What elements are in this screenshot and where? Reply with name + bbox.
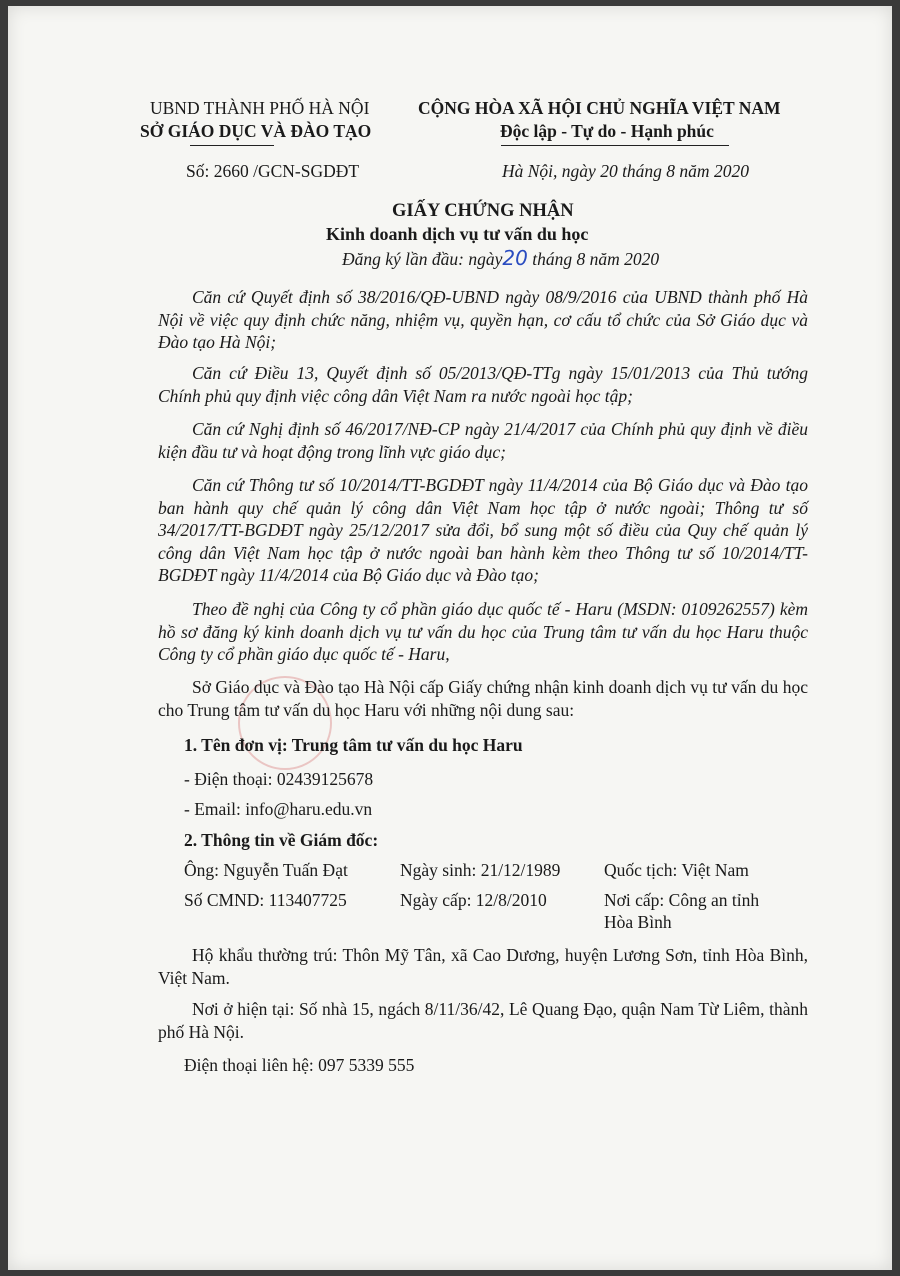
director-name: Ông: Nguyễn Tuấn Đạt: [184, 860, 348, 880]
director-id-issue-date: Ngày cấp: 12/8/2010: [400, 890, 547, 910]
section-1-heading: 1. Tên đơn vị: Trung tâm tư vấn du học Haru: [184, 735, 523, 755]
issuer-department: SỞ GIÁO DỤC VÀ ĐÀO TẠO: [140, 121, 372, 141]
permanent-residence: Hộ khẩu thường trú: Thôn Mỹ Tân, xã Cao Dương, huyện Lương Sơn, tỉnh Hòa Bình, Việt Nam.: [158, 945, 808, 988]
registration-line: [342, 246, 659, 270]
unit-phone: - Điện thoại: 02439125678: [184, 769, 374, 789]
legal-basis-4: Căn cứ Thông tư số 10/2014/TT-BGDĐT ngày 11/4/2014 của Bộ Giáo dục và Đào tạo ban hành quy chế quản lý công dân Việt Nam học tập ở nước ngoài; Thông tư số 34/2017/TT-BGDĐT ngày 25/12/2017 sửa đổi, bổ sung một số điều của Quy chế quản lý công dân Việt Nam học tập ở nước ngoài ban hành kèm theo Thông tư số 10/2014/TT-BGDĐT ngày 11/4/2014 của Bộ Giáo dục và Đào tạo;: [158, 475, 808, 585]
registration-prefix: Đăng ký lần đầu: ngày: [342, 249, 503, 269]
director-id-issue-place-1: Nơi cấp: Công an tỉnh: [604, 890, 760, 910]
certificate-page: [8, 6, 892, 1270]
motto-underline: [501, 145, 729, 146]
legal-basis-2: Căn cứ Điều 13, Quyết định số 05/2013/QĐ-TTg ngày 15/01/2013 của Thủ tướng Chính phủ quy định việc công dân Việt Nam ra nước ngoài học tập;: [158, 363, 808, 406]
current-address: Nơi ở hiện tại: Số nhà 15, ngách 8/11/36/42, Lê Quang Đạo, quận Nam Từ Liêm, thành phố Hà Nội.: [158, 999, 808, 1042]
director-id-issue-place-2: Hòa Bình: [604, 912, 672, 932]
certificate-title: GIẤY CHỨNG NHẬN: [392, 201, 574, 221]
department-underline: [190, 145, 274, 146]
director-id-number: Số CMND: 113407725: [184, 890, 347, 910]
director-nationality: Quốc tịch: Việt Nam: [604, 860, 749, 880]
contact-phone: Điện thoại liên hệ: 097 5339 555: [184, 1055, 415, 1075]
show-through-text: ⠀: [138, 156, 148, 171]
section-2-heading: 2. Thông tin về Giám đốc:: [184, 830, 379, 850]
unit-email: - Email: info@haru.edu.vn: [184, 799, 373, 819]
national-title: CỘNG HÒA XÃ HỘI CHỦ NGHĨA VIỆT NAM: [418, 98, 781, 118]
director-dob: Ngày sinh: 21/12/1989: [400, 860, 561, 880]
issue-date: Hà Nội, ngày 20 tháng 8 năm 2020: [502, 161, 749, 181]
legal-basis-3: Căn cứ Nghị định số 46/2017/NĐ-CP ngày 21/4/2017 của Chính phủ quy định về điều kiện đầu tư và hoạt động trong lĩnh vực giáo dục;: [158, 419, 808, 462]
national-motto: Độc lập - Tự do - Hạnh phúc: [500, 121, 714, 141]
registration-suffix: tháng 8 năm 2020: [532, 249, 660, 269]
issuer-authority: UBND THÀNH PHỐ HÀ NỘI: [150, 98, 370, 118]
certification-intro: Sở Giáo dục và Đào tạo Hà Nội cấp Giấy chứng nhận kinh doanh dịch vụ tư vấn du học cho Trung tâm tư vấn du học Haru với những nội dung sau:: [158, 677, 808, 720]
legal-basis-1: Căn cứ Quyết định số 38/2016/QĐ-UBND ngày 08/9/2016 của UBND thành phố Hà Nội về việc quy định chức năng, nhiệm vụ, quyền hạn, cơ cấu tổ chức của Sở Giáo dục và Đào tạo Hà Nội;: [158, 287, 808, 352]
document-number: Số: 2660 /GCN-SGDĐT: [186, 161, 360, 181]
registration-day-handwritten: 20: [502, 246, 528, 270]
proposal-basis: Theo đề nghị của Công ty cổ phần giáo dục quốc tế - Haru (MSDN: 0109262557) kèm hồ sơ đăng ký kinh doanh dịch vụ tư vấn du học của Trung tâm tư vấn du học Haru thuộc Công ty cổ phần giáo dục quốc tế - Haru,: [158, 599, 808, 664]
certificate-subtitle: Kinh doanh dịch vụ tư vấn du học: [326, 224, 589, 244]
